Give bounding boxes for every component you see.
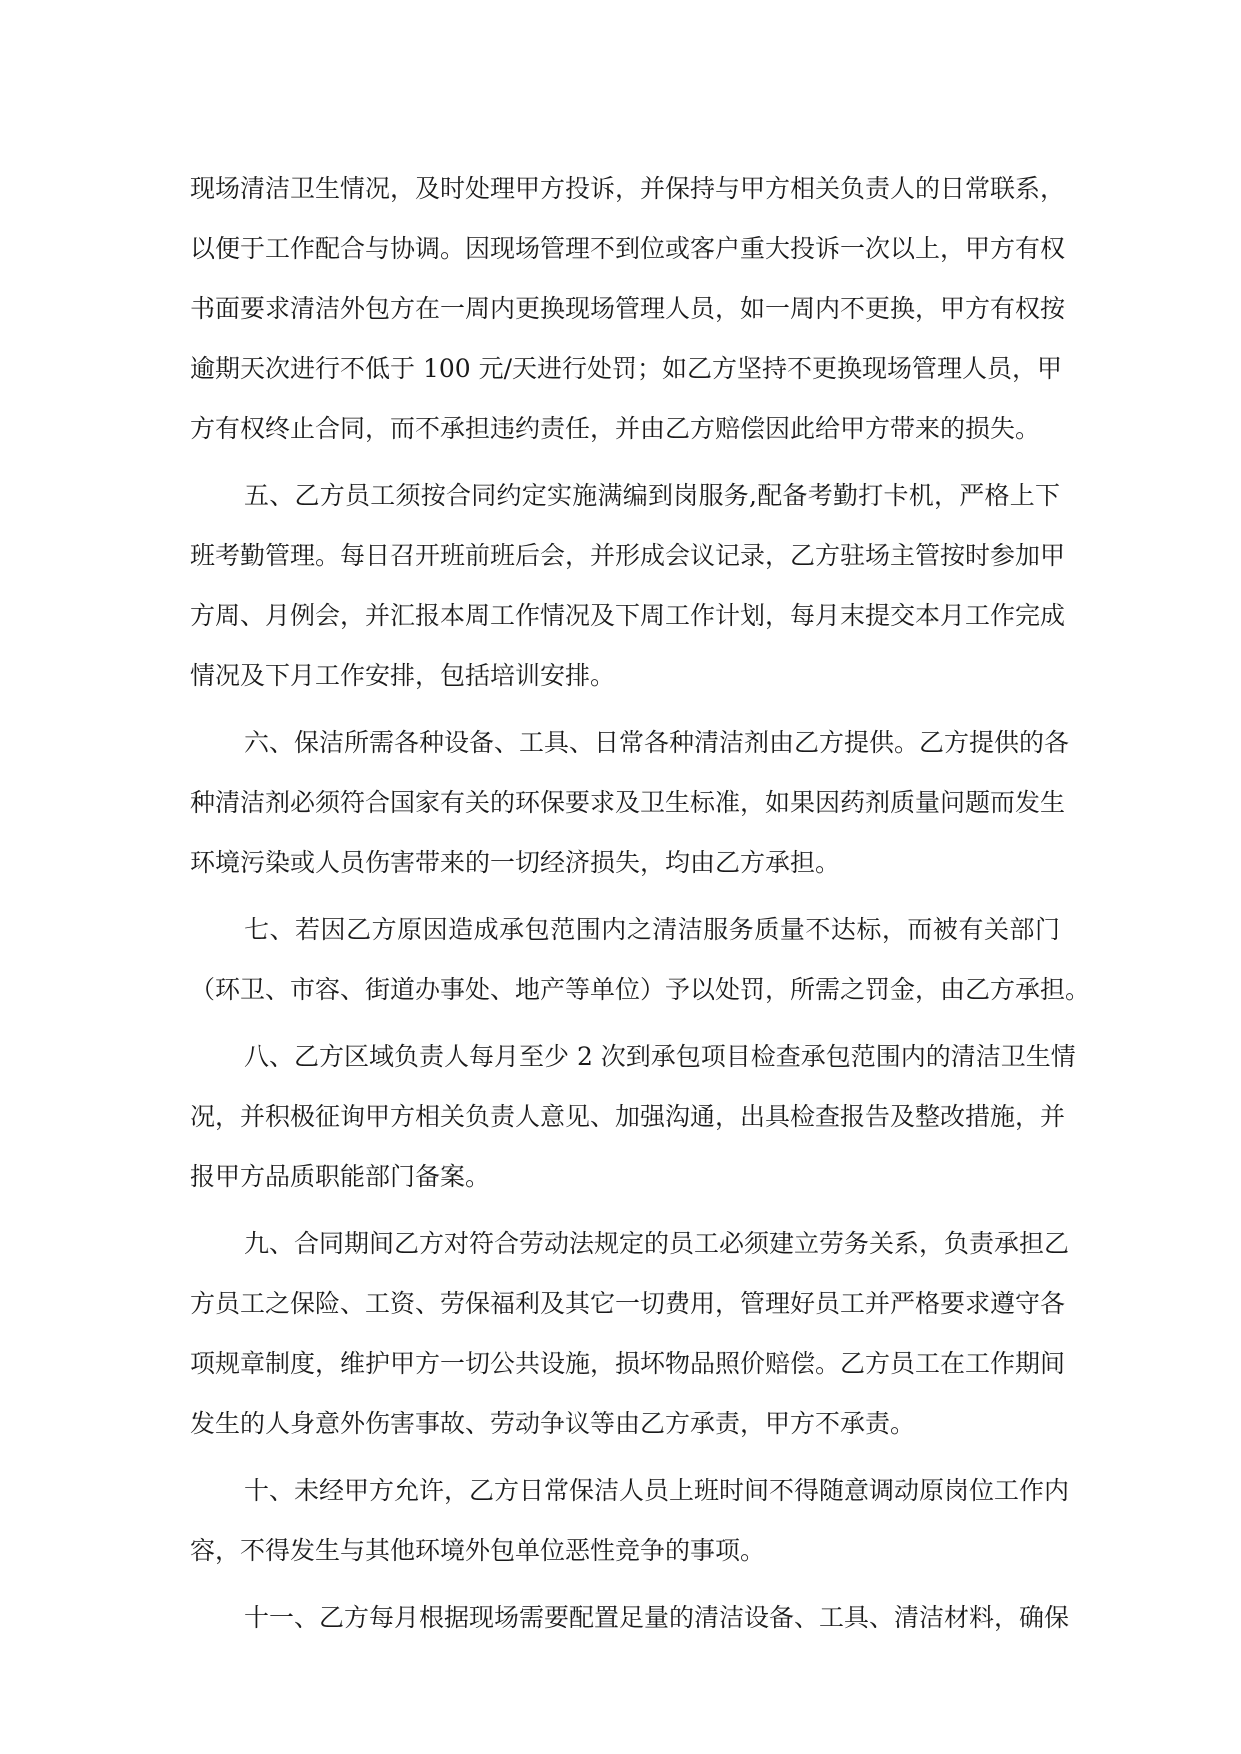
paragraph-line: 九、合同期间乙方对符合劳动法规定的员工必须建立劳务关系，负责承担乙 (244, 1229, 1070, 1258)
paragraph-line: 种清洁剂必须符合国家有关的环保要求及卫生标准，如果因药剂质量问题而发生 (190, 788, 1066, 817)
paragraph-line: 十、未经甲方允许，乙方日常保洁人员上班时间不得随意调动原岗位工作内 (244, 1476, 1070, 1505)
paragraph-line: 方有权终止合同，而不承担违约责任，并由乙方赔偿因此给甲方带来的损失。 (190, 414, 1041, 443)
paragraph-line: 书面要求清洁外包方在一周内更换现场管理人员，如一周内不更换，甲方有权按 (190, 294, 1066, 323)
paragraph-line: 项规章制度，维护甲方一切公共设施，损坏物品照价赔偿。乙方员工在工作期间 (190, 1349, 1066, 1378)
paragraph-line: 环境污染或人员伤害带来的一切经济损失，均由乙方承担。 (190, 848, 841, 877)
paragraph-line: 报甲方品质职能部门备案。 (190, 1162, 491, 1191)
paragraph-line: 容，不得发生与其他环境外包单位恶性竞争的事项。 (190, 1536, 766, 1565)
paragraph-line: 逾期天次进行不低于 100 元/天进行处罚；如乙方坚持不更换现场管理人员，甲 (190, 354, 1063, 383)
paragraph-line: 七、若因乙方原因造成承包范围内之清洁服务质量不达标，而被有关部门 (244, 915, 1060, 944)
paragraph-line: 以便于工作配合与协调。因现场管理不到位或客户重大投诉一次以上，甲方有权 (190, 234, 1066, 263)
paragraph-line: 五、乙方员工须按合同约定实施满编到岗服务,配备考勤打卡机，严格上下 (244, 481, 1060, 510)
paragraph-line: （环卫、市容、街道办事处、地产等单位）予以处罚，所需之罚金，由乙方承担。 (190, 975, 1091, 1004)
paragraph-line: 发生的人身意外伤害事故、劳动争议等由乙方承责，甲方不承责。 (190, 1409, 916, 1438)
paragraph-line: 十一、乙方每月根据现场需要配置足量的清洁设备、工具、清洁材料，确保 (244, 1603, 1070, 1632)
paragraph-line: 情况及下月工作安排，包括培训安排。 (190, 661, 616, 690)
paragraph-line: 班考勤管理。每日召开班前班后会，并形成会议记录，乙方驻场主管按时参加甲 (190, 541, 1066, 570)
paragraph-line: 六、保洁所需各种设备、工具、日常各种清洁剂由乙方提供。乙方提供的各 (244, 728, 1070, 757)
paragraph-line: 八、乙方区域负责人每月至少 2 次到承包项目检查承包范围内的清洁卫生情 (244, 1042, 1076, 1071)
paragraph-line: 方员工之保险、工资、劳保福利及其它一切费用，管理好员工并严格要求遵守各 (190, 1289, 1066, 1318)
paragraph-line: 现场清洁卫生情况，及时处理甲方投诉，并保持与甲方相关负责人的日常联系， (190, 174, 1066, 203)
paragraph-line: 方周、月例会，并汇报本周工作情况及下周工作计划，每月末提交本月工作完成 (190, 601, 1066, 630)
paragraph-line: 况，并积极征询甲方相关负责人意见、加强沟通，出具检查报告及整改措施，并 (190, 1102, 1066, 1131)
